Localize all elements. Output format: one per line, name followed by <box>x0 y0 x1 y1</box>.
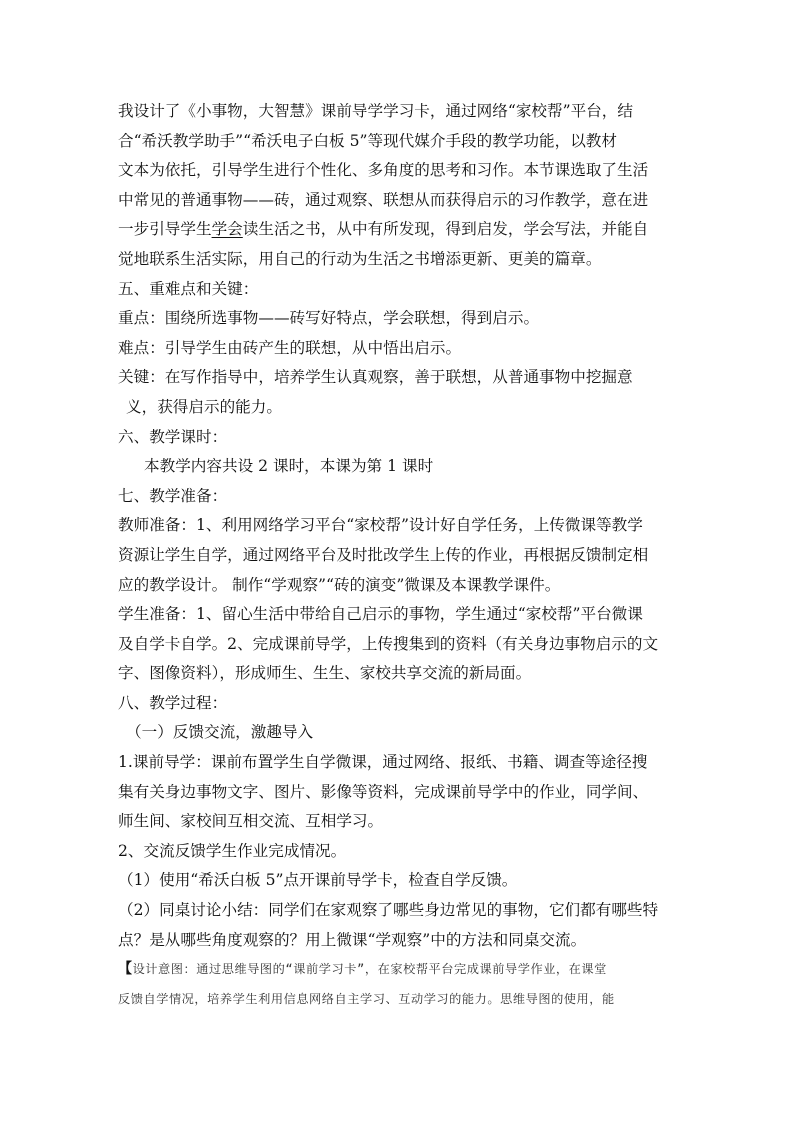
sub-item-1: （1）使用“希沃白板 5”点开课前导学卡，检查自学反馈。 <box>118 871 518 890</box>
sub-item-2-line-1: （2）同桌讨论小结：同学们在家观察了哪些身边常见的事物，它们都有哪些特 <box>118 901 659 920</box>
crux-line-2: 义，获得启示的能力。 <box>126 397 282 416</box>
section-6-heading: 六、教学课时： <box>118 427 228 446</box>
intro-line-4: 中常见的普通事物——砖，通过观察、联想从而获得启示的习作教学，意在进 <box>118 190 649 209</box>
item-2: 2、交流反馈学生作业完成情况。 <box>118 841 347 860</box>
section-8-heading: 八、教学过程： <box>118 693 228 712</box>
intro-line-1: 我设计了《小事物，大智慧》课前导学学习卡，通过网络“家校帮”平台，结 <box>118 102 633 120</box>
section-7-heading: 七、教学准备： <box>118 486 228 505</box>
design-intent-line-2: 反馈自学情况，培养学生利用信息网络自主学习、互动学习的能力。思维导图的使用，能 <box>118 991 615 1006</box>
intro-line-5 <box>118 215 678 245</box>
intro-line-6: 觉地联系生活实际，用自己的行动为生活之书增添更新、更美的篇章。 <box>118 249 602 268</box>
sub-item-2-line-2: 点？是从哪些角度观察的？用上微课“学观察”中的方法和同桌交流。 <box>118 930 587 949</box>
design-bracket: 【 <box>118 961 133 978</box>
intro-line-3: 文本为依托，引导学生进行个性化、多角度的思考和习作。本节课选取了生活 <box>118 161 649 180</box>
teacher-prep-line-3: 应的教学设计。 制作“学观察”“砖的演变”微课及本课教学课件。 <box>118 575 561 594</box>
intro-line-5-end: 读生活之书，从中有所发现，得到启发，学会写法，并能自 <box>242 220 649 239</box>
student-prep-line-1: 学生准备：1、留心生活中带给自己启示的事物，学生通过“家校帮”平台微课 <box>118 605 643 624</box>
key-point: 重点：围绕所选事物——砖写好特点，学会联想，得到启示。 <box>118 309 540 328</box>
teacher-prep-line-1: 教师准备：1、利用网络学习平台“家校帮”设计好自学任务，上传微课等教学 <box>118 516 643 535</box>
intro-line-2: 合“希沃教学助手”“希沃电子白板 5”等现代媒介手段的教学功能，以教材 <box>118 131 617 150</box>
section-6-body: 本教学内容共设 2 课时，本课为第 1 课时 <box>144 457 434 476</box>
item-1-line-3: 师生间、家校间互相交流、互相学习。 <box>118 812 384 831</box>
underlined-text: 学会 <box>211 220 243 239</box>
crux-line-1: 关键：在写作指导中，培养学生认真观察，善于联想，从普通事物中挖掘意 <box>118 368 633 387</box>
student-prep-line-3: 字、图像资料），形成师生、生生、家校共享交流的新局面。 <box>118 664 532 683</box>
difficulty: 难点：引导学生由砖产生的联想，从中悟出启示。 <box>118 338 462 357</box>
intro-line-5-start: 一步引导学生 <box>118 220 212 239</box>
section-5-heading: 五、重难点和关键： <box>118 279 259 298</box>
design-intent-line-1 <box>118 955 678 985</box>
item-1-line-2: 集有关身边事物文字、图片、影像等资料，完成课前导学中的作业，同学间、 <box>118 782 649 801</box>
item-1-line-1: 1.课前导学：课前布置学生自学微课，通过网络、报纸、书籍、调查等途径搜 <box>118 753 648 772</box>
document-page <box>118 97 678 1014</box>
student-prep-line-2: 及自学卡自学。2、完成课前导学，上传搜集到的资料（有关身边事物启示的文 <box>118 634 659 653</box>
part-1-heading: （一）反馈交流，激趣导入 <box>126 723 314 742</box>
teacher-prep-line-2: 资源让学生自学，通过网络平台及时批改学生上传的作业，再根据反馈制定相 <box>118 545 649 564</box>
design-intent-text-1: 设计意图：通过思维导图的“课前学习卡”，在家校帮平台完成课前导学作业，在课堂 <box>132 962 607 977</box>
